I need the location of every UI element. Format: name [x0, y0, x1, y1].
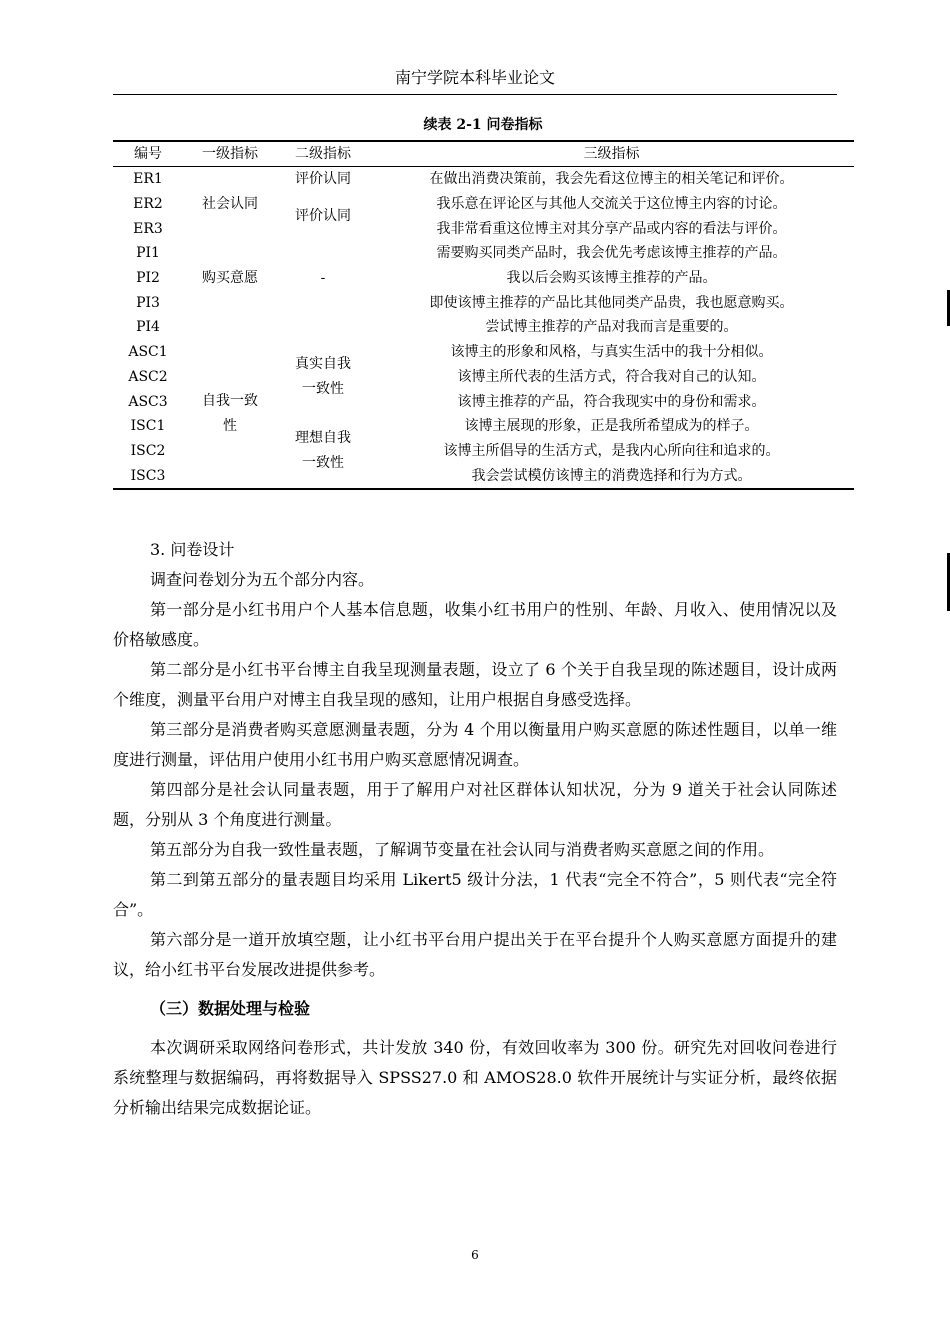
level1-self — [183, 340, 277, 489]
body-paragraph: 第一部分是小红书用户个人基本信息题，收集小红书用户的性别、年龄、月收入、使用情况以及价格敏感度。 — [113, 600, 837, 649]
level2-isc-line1: 理想自我 — [295, 429, 351, 446]
level2-asc — [277, 340, 369, 414]
header-level1: 一级指标 — [183, 141, 277, 167]
level3-cell: 即使该博主推荐的产品比其他同类产品贵，我也愿意购买。 — [429, 294, 794, 311]
code-cell: PI3 — [136, 294, 160, 311]
code-cell: ER1 — [133, 171, 163, 188]
level3-cell: 需要购买同类产品时，我会优先考虑该博主推荐的产品。 — [436, 245, 787, 262]
level1-self-line1: 自我一致 — [202, 392, 258, 409]
level1-empty — [183, 315, 277, 340]
table-header-row — [113, 141, 854, 167]
body-paragraph: 第三部分是消费者购买意愿测量表题，分为 4 个用以衡量用户购买意愿的陈述性题目，以单一维度进行测量，评估用户使用小红书用户购买意愿情况调查。 — [113, 720, 837, 769]
level1-social: 社会认同 — [202, 196, 258, 213]
code-cell: PI4 — [136, 319, 160, 336]
header-code: 编号 — [113, 141, 183, 167]
code-cell: ER2 — [133, 196, 163, 213]
level3-cell: 该博主推荐的产品，符合我现实中的身份和需求。 — [457, 393, 766, 410]
page-number: 6 — [471, 1248, 479, 1262]
code-cell: PI2 — [136, 270, 160, 287]
table-row — [113, 167, 854, 192]
body-paragraph: 第二部分是小红书平台博主自我呈现测量表题，设立了 6 个关于自我呈现的陈述题目，设计成两个维度，测量平台用户对博主自我呈现的感知，让用户根据自身感受选择。 — [113, 660, 837, 709]
code-cell: ASC3 — [128, 393, 168, 410]
level3-cell: 该博主的形象和风格，与真实生活中的我十分相似。 — [450, 344, 773, 361]
level3-cell: 我乐意在评论区与其他人交流关于这位博主内容的讨论。 — [436, 196, 787, 213]
level1-purchase: 购买意愿 — [202, 270, 258, 287]
body-paragraph: 调查问卷划分为五个部分内容。 — [150, 570, 375, 589]
body-paragraph: 第二到第五部分的量表题目均采用 Likert5 级计分法，1 代表“完全不符合”，5 则代表“完全符合”。 — [113, 870, 837, 919]
section-3-title: 3. 问卷设计 — [150, 540, 235, 559]
level1-self-line2: 性 — [223, 417, 237, 434]
code-cell: ISC3 — [130, 467, 166, 484]
code-cell: ER3 — [133, 220, 163, 237]
level3-cell: 我会尝试模仿该博主的消费选择和行为方式。 — [471, 467, 752, 484]
header-rule — [113, 94, 837, 95]
body-paragraph: 第四部分是社会认同量表题，用于了解用户对社区群体认知状况，分为 9 道关于社会认同陈述题，分别从 3 个角度进行测量。 — [113, 780, 837, 829]
level3-cell: 在做出消费决策前，我会先看这位博主的相关笔记和评价。 — [429, 171, 794, 188]
level3-cell: 尝试博主推荐的产品对我而言是重要的。 — [485, 319, 738, 336]
running-header: 南宁学院本科毕业论文 — [394, 68, 555, 87]
section-heading: （三）数据处理与检验 — [150, 999, 311, 1018]
table-row — [113, 315, 854, 340]
header-level2: 二级指标 — [277, 141, 369, 167]
level3-cell: 该博主所代表的生活方式，符合我对自己的认知。 — [457, 368, 766, 385]
level2-asc-line2: 一致性 — [302, 380, 344, 397]
level2-er23: 评价认同 — [295, 208, 351, 225]
code-cell: ASC1 — [128, 344, 168, 361]
table-row — [113, 241, 854, 266]
code-cell: PI1 — [136, 245, 160, 262]
body-paragraph: 第六部分是一道开放填空题，让小红书平台用户提出关于在平台提升个人购买意愿方面提升的建议，给小红书平台发展改进提供参考。 — [113, 930, 837, 979]
indicator-table — [113, 140, 854, 490]
level3-cell: 我非常看重这位博主对其分享产品或内容的看法与评价。 — [436, 220, 787, 237]
level2-empty — [277, 315, 369, 340]
level2-asc-line1: 真实自我 — [295, 355, 351, 372]
level2-isc — [277, 414, 369, 489]
level3-cell: 该博主所倡导的生活方式，是我内心所向往和追求的。 — [443, 442, 780, 459]
level2-isc-line2: 一致性 — [302, 454, 344, 471]
level2-er1: 评价认同 — [295, 171, 351, 188]
level3-cell: 我以后会购买该博主推荐的产品。 — [506, 270, 717, 287]
body-paragraph: 第五部分为自我一致性量表题，了解调节变量在社会认同与消费者购买意愿之间的作用。 — [150, 840, 775, 859]
code-cell: ASC2 — [128, 368, 168, 385]
table-caption: 续表 2-1 问卷指标 — [423, 117, 543, 133]
code-cell: ISC2 — [130, 442, 166, 459]
table-row — [113, 340, 854, 365]
level2-pi: - — [320, 270, 326, 287]
header-level3: 三级指标 — [369, 141, 854, 167]
body-section — [113, 535, 837, 1123]
level3-cell: 该博主展现的形象，正是我所希望成为的样子。 — [464, 418, 759, 435]
body-paragraph: 本次调研采取网络问卷形式，共计发放 340 份，有效回收率为 300 份。研究先对回收问卷进行系统整理与数据编码，再将数据导入 SPSS27.0 和 AMOS28.0 软件开展统计与实证分析，最终依据分析输出结果完成数据论证。 — [113, 1038, 837, 1117]
code-cell: ISC1 — [130, 418, 166, 435]
